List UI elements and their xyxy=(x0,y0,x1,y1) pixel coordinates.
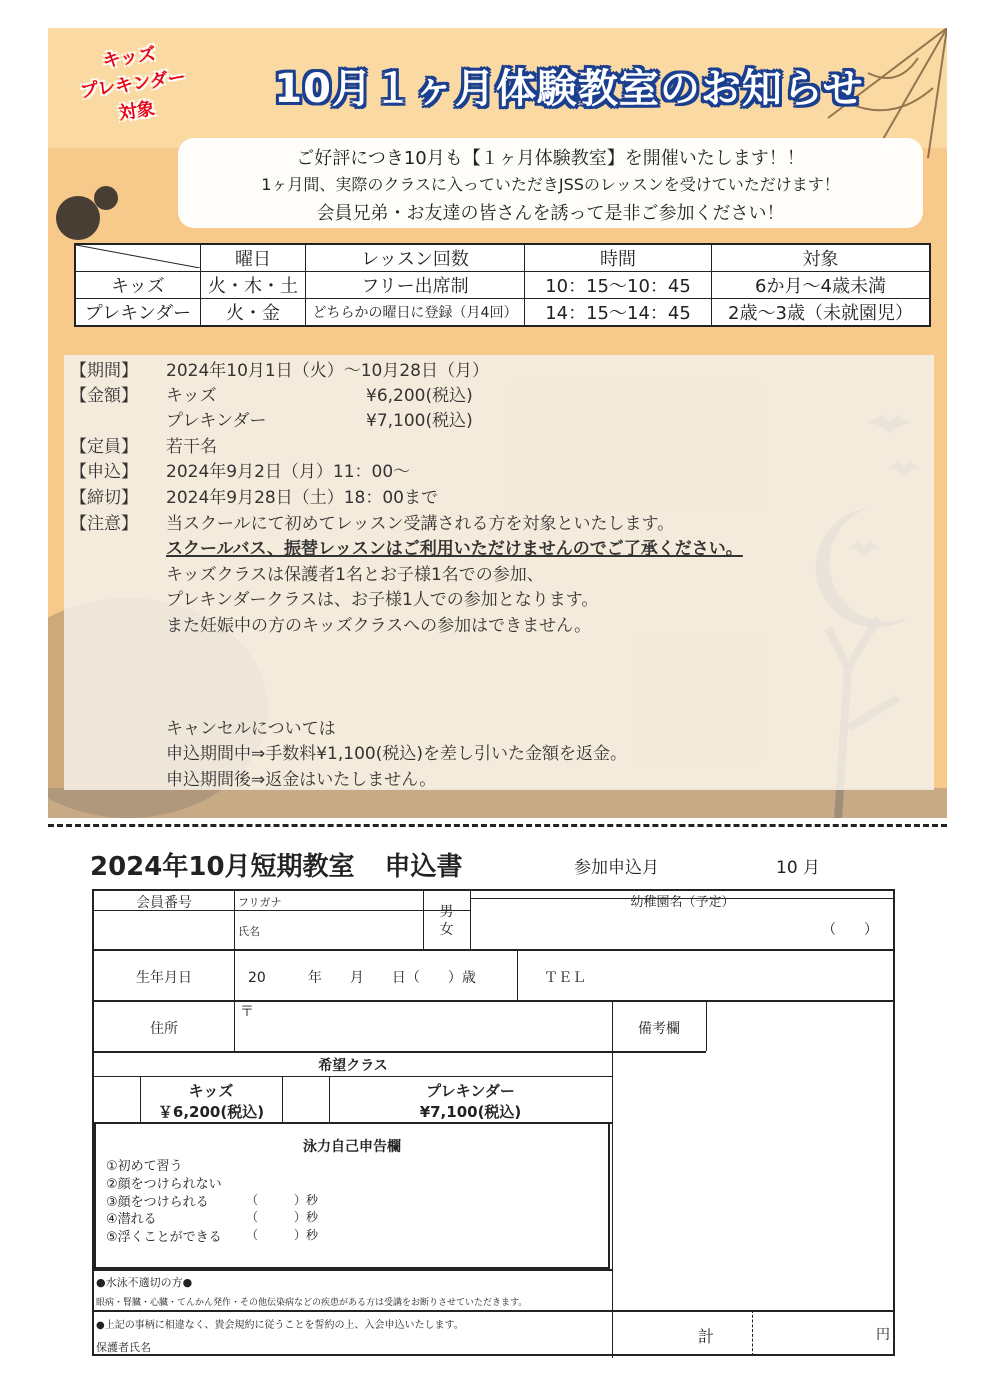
birth-field[interactable]: 20 年 月 日（ ）歳 xyxy=(248,970,476,986)
cell-class: プレキンダー xyxy=(75,299,201,327)
class-pre-checkbox[interactable] xyxy=(282,1076,329,1122)
gender-male[interactable]: 男 xyxy=(439,904,454,920)
header-target: 対象 xyxy=(712,244,931,272)
table-row xyxy=(75,272,930,299)
member-no-label: 会員番号 xyxy=(136,895,192,911)
class-kids-checkbox[interactable] xyxy=(94,1076,140,1122)
cell-lessons: どちらかの曜日に登録（月4回） xyxy=(306,299,525,327)
swim-item-2[interactable]: ②顔をつけられない xyxy=(106,1177,222,1192)
intro-line-1: ご好評につき10月も【１ヶ月体験教室】を開催いたします！！ xyxy=(296,148,805,169)
month-label: 参加申込月 xyxy=(574,858,659,878)
info-notes xyxy=(70,509,743,636)
info-key: 【定員】 xyxy=(70,437,138,457)
class-pre-name: プレキンダー xyxy=(426,1082,515,1100)
info-key: 【申込】 xyxy=(70,462,138,482)
tel-label: ＴＥＬ xyxy=(544,970,586,986)
kindergarten-label: 幼稚園名（予定） xyxy=(630,895,735,910)
form-title-sub: 申込書 xyxy=(384,852,463,882)
info-apply xyxy=(70,457,411,482)
info-key: 【期間】 xyxy=(70,361,138,381)
cell-time: 10：15～10：45 xyxy=(525,272,712,299)
class-header: 希望クラス xyxy=(318,1058,388,1074)
note-line-1: 当スクールにて初めてレッスン受講される方を対象といたします。 xyxy=(166,514,675,534)
info-value: 2024年9月28日（土）18：00まで xyxy=(166,488,438,508)
agreement-text: ●上記の事柄に相違なく、貴会規約に従うことを誓約の上、入会申込いたします。 xyxy=(96,1320,464,1331)
cell-days: 火・木・土 xyxy=(201,272,306,299)
badge-line-target: 対象 xyxy=(117,98,157,125)
swim-item-5[interactable]: ⑤浮くことができる xyxy=(106,1230,222,1245)
swim-item-3[interactable]: ③顔をつけられる xyxy=(106,1195,209,1210)
header-time: 時間 xyxy=(525,244,712,272)
cell-lessons: フリー出席制 xyxy=(306,272,525,299)
info-key: 【金額】 xyxy=(70,386,138,406)
table-header-row xyxy=(75,244,930,272)
schedule-table xyxy=(74,243,931,327)
badge-line-kids: キッズ xyxy=(101,43,158,72)
info-deadline xyxy=(70,483,438,508)
cancel-line-1: キャンセルについては xyxy=(166,719,336,739)
intro-line-3: 会員兄弟・お友達の皆さんを誘って是非ご参加ください！ xyxy=(316,203,785,224)
address-label: 住所 xyxy=(150,1021,178,1037)
cancel-line-3: 申込期間後⇒返金はいたしません。 xyxy=(166,770,437,790)
diagonal-line xyxy=(76,245,200,268)
cancel-line-2: 申込期間中⇒手数料¥1,100(税込)を差し引いた金額を返金。 xyxy=(166,744,627,764)
yen-label: 円 xyxy=(876,1327,890,1343)
note-line-5: また妊娠中の方のキッズクラスへの参加はできません。 xyxy=(166,616,592,636)
header-lessons: レッスン回数 xyxy=(306,244,525,272)
seconds-field-4[interactable]: （ ）秒 xyxy=(246,1210,319,1224)
cell-days: 火・金 xyxy=(201,299,306,327)
note-line-3: キッズクラスは保護者1名とお子様1名での参加、 xyxy=(166,565,544,585)
price-pre: ¥7,100(税込) xyxy=(366,411,473,431)
page-title: 10月１ヶ月体験教室のお知らせ xyxy=(274,66,864,112)
postal-mark: 〒 xyxy=(240,1004,254,1020)
info-value: 2024年9月2日（月）11：00～ xyxy=(166,462,411,482)
birth-label: 生年月日 xyxy=(136,970,192,986)
info-value: 若干名 xyxy=(166,437,217,457)
furigana-label: フリガナ xyxy=(238,896,282,909)
name-label: 氏名 xyxy=(238,925,260,938)
remarks-label: 備考欄 xyxy=(638,1021,680,1037)
seconds-field-5[interactable]: （ ）秒 xyxy=(246,1228,319,1242)
info-key: 【注意】 xyxy=(70,514,138,534)
swim-header: 泳力自己申告欄 xyxy=(303,1139,401,1155)
unsuitable-title: ●水泳不適切の方● xyxy=(96,1276,193,1289)
header-days: 曜日 xyxy=(201,244,306,272)
info-period xyxy=(70,356,489,381)
month-value[interactable]: 10 月 xyxy=(776,858,821,878)
application-form xyxy=(92,889,895,1356)
price-kids-name: キッズ xyxy=(166,386,217,406)
class-kids-price: ￥6,200(税込) xyxy=(157,1103,265,1121)
cell-time: 14：15～14：45 xyxy=(525,299,712,327)
total-label: 計 xyxy=(698,1327,715,1346)
cut-line xyxy=(48,824,947,827)
class-kids-name: キッズ xyxy=(188,1082,234,1100)
swim-item-1[interactable]: ①初めて習う xyxy=(106,1159,183,1174)
guardian-label: 保護者氏名 xyxy=(96,1341,151,1354)
note-line-4: プレキンダークラスは、お子様1人での参加となります。 xyxy=(166,590,599,610)
gender-female[interactable]: 女 xyxy=(439,922,454,938)
form-title xyxy=(90,846,463,883)
table-corner-cell xyxy=(75,244,201,272)
info-price xyxy=(70,381,473,406)
info-value: 2024年10月1日（火）～10月28日（月） xyxy=(166,361,489,381)
cell-class: キッズ xyxy=(75,272,201,299)
price-kids: ¥6,200(税込) xyxy=(366,386,473,406)
swim-item-4[interactable]: ④潜れる xyxy=(106,1212,157,1227)
class-pre-price: ¥7,100(税込) xyxy=(419,1103,522,1121)
cell-target: 2歳～3歳（未就園児） xyxy=(712,299,931,327)
unsuitable-text: 眼病・腎臓・心臓・てんかん発作・その他伝染病などの疾患がある方は受講をお断りさせていただきます。 xyxy=(96,1298,528,1308)
badge-line-prekinder: プレキンダー xyxy=(78,66,188,103)
info-key: 【締切】 xyxy=(70,488,138,508)
kindergarten-paren: （ ） xyxy=(822,922,878,938)
info-capacity xyxy=(70,432,217,457)
seconds-field-3[interactable]: （ ）秒 xyxy=(246,1193,319,1207)
form-title-main: 2024年10月短期教室 xyxy=(90,852,355,882)
intro-line-2: 1ヶ月間、実際のクラスに入っていただきJSSのレッスンを受けていただけます！ xyxy=(261,175,840,194)
note-line-2: スクールバス、振替レッスンはご利用いただけませんのでご了承ください。 xyxy=(166,539,743,559)
price-pre-name: プレキンダー xyxy=(166,411,267,431)
table-row xyxy=(75,299,930,327)
cell-target: 6か月～4歳未満 xyxy=(712,272,931,299)
